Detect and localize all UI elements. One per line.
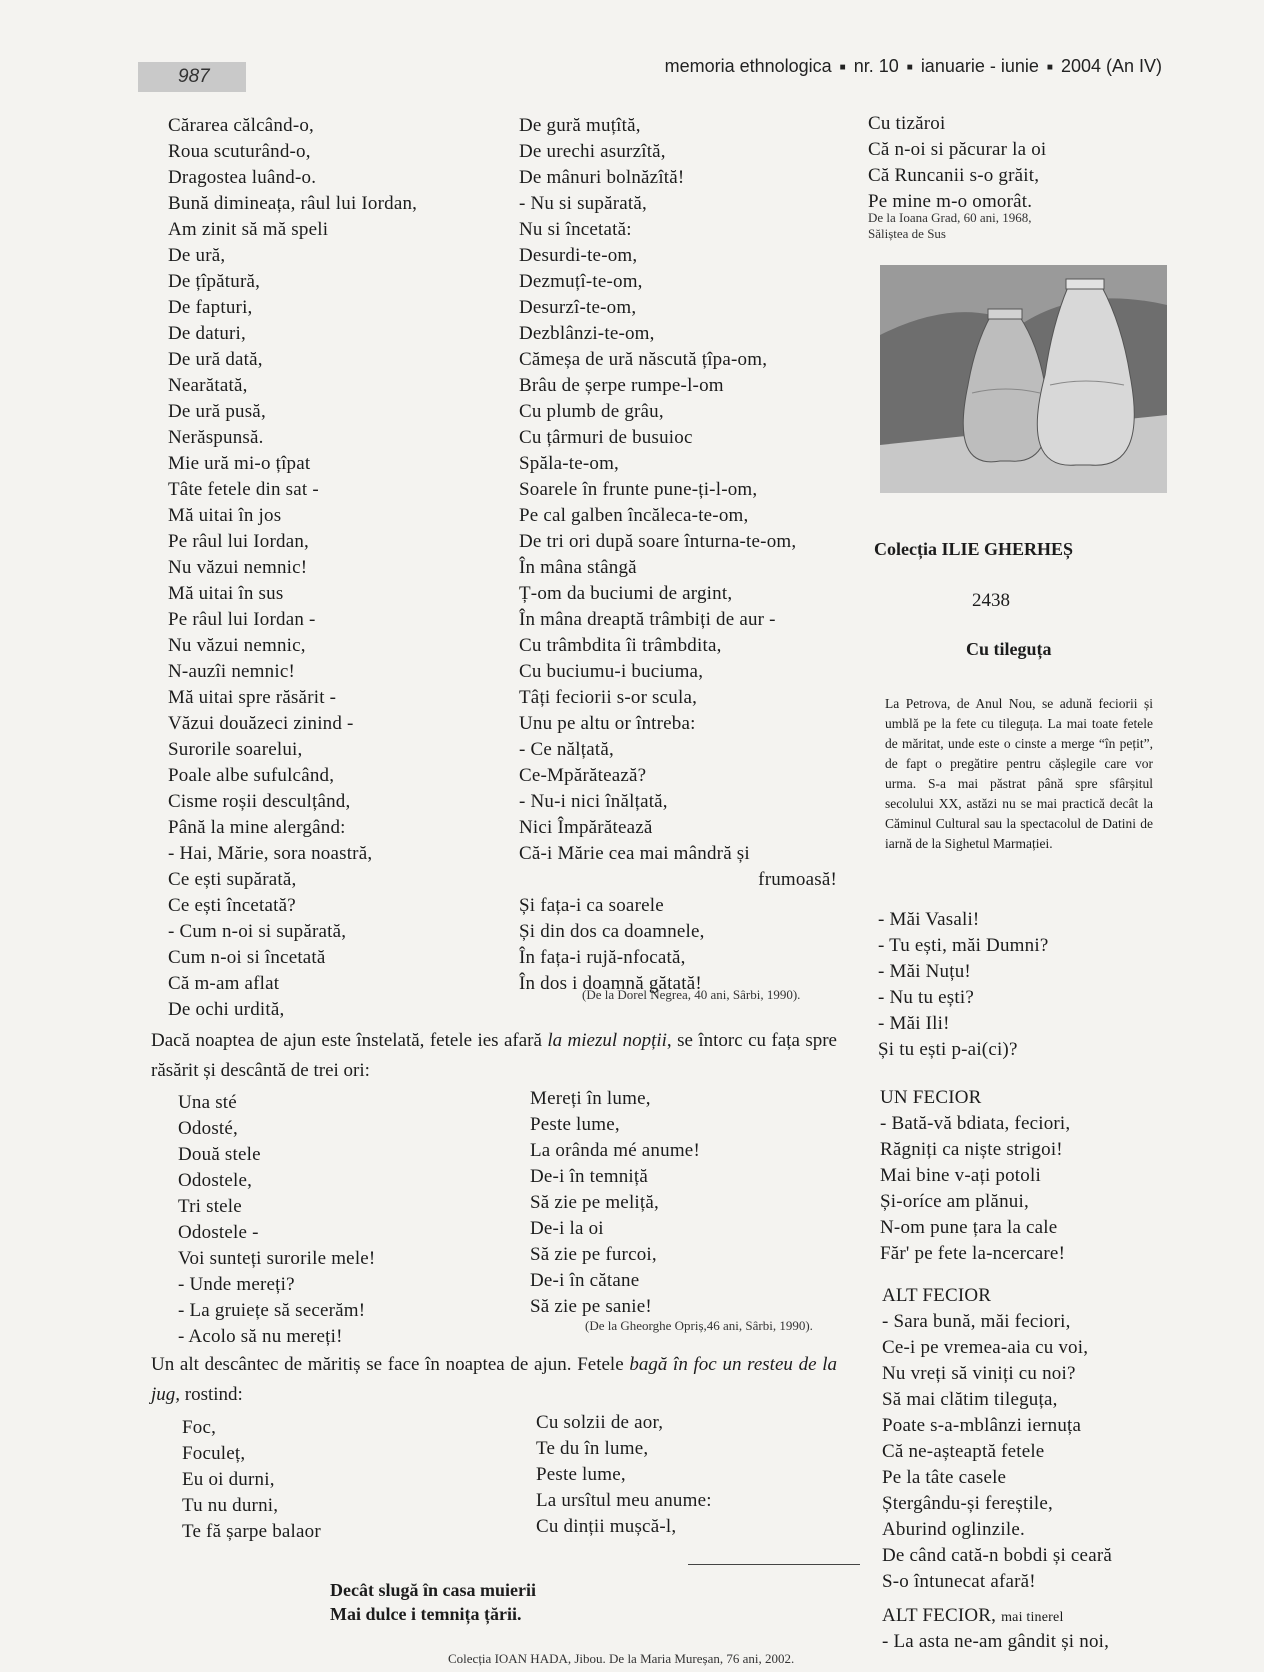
verse-line: Văzui douăzeci zinind - bbox=[168, 713, 354, 734]
verse-line: Nu văzui nemnic, bbox=[168, 635, 306, 656]
verse-line: Surorile soarelui, bbox=[168, 739, 303, 760]
song-title: Cu tileguța bbox=[966, 639, 1052, 659]
verse-line: Nerăspunsă. bbox=[168, 427, 264, 448]
verse-line: Dezmuțî-te-om, bbox=[519, 271, 643, 292]
verse-line: - Sara bună, măi feciori, bbox=[882, 1311, 1071, 1332]
speaker-label-2: ALT FECIOR bbox=[882, 1285, 992, 1306]
verse-line: Mai dulce i temnița țării. bbox=[330, 1604, 522, 1624]
verse-line: În dos i doamnă gătată! bbox=[519, 973, 702, 994]
dialog-opening bbox=[878, 907, 1048, 1063]
verse-line: Mie ură mi-o țîpat bbox=[168, 453, 311, 474]
verse-line: Dezblânzi-te-om, bbox=[519, 323, 655, 344]
verse-line: Că Runcanii s-o grăit, bbox=[868, 165, 1040, 186]
verse-line: - Acolo să nu mereți! bbox=[178, 1326, 343, 1347]
verse-line: Pe râul lui Iordan, bbox=[168, 531, 309, 552]
verse-line: - Măi Nuțu! bbox=[878, 961, 971, 982]
verse-line: S-o întunecat afară! bbox=[882, 1571, 1036, 1592]
verse-line: Am zinit să mă speli bbox=[168, 219, 329, 240]
source-citation-1: (De la Dorel Negrea, 40 ani, Sârbi, 1990). bbox=[582, 987, 801, 1002]
verse-line: Pe mine m-o omorât. bbox=[868, 191, 1033, 212]
verse-line: Cu solzii de aor, bbox=[536, 1412, 664, 1433]
verse-line: Poale albe sufulcând, bbox=[168, 765, 335, 786]
verse-line: Te du în lume, bbox=[536, 1438, 649, 1459]
verse-line: Ce-Mpărătează? bbox=[519, 765, 647, 786]
verse-line: frumoasă! bbox=[758, 869, 837, 890]
verse-line: Că n-oi si păcurar la oi bbox=[868, 139, 1047, 160]
verse-line: - Măi Ili! bbox=[878, 1013, 950, 1034]
page-number: 987 bbox=[138, 62, 246, 92]
verse-line: Mă uitai în jos bbox=[168, 505, 282, 526]
verse-line: - Măi Vasali! bbox=[878, 909, 980, 930]
verse-line: Odostele, bbox=[178, 1170, 253, 1191]
verse-line: Cu țârmuri de busuioc bbox=[519, 427, 693, 448]
poem-column-2 bbox=[519, 113, 837, 997]
verse-line: Să mai clătim tileguța, bbox=[882, 1389, 1058, 1410]
fire-chant-right-column bbox=[536, 1410, 712, 1540]
verse-line: - Nu-i nici înălțată, bbox=[519, 791, 668, 812]
verse-line: De urechi asurzîtă, bbox=[519, 141, 666, 162]
dialog-third-lad bbox=[882, 1629, 1109, 1655]
verse-line: Ț-om da buciumi de argint, bbox=[519, 583, 733, 604]
source-citation-2: (De la Gheorghe Opriș,46 ani, Sârbi, 1990). bbox=[585, 1318, 813, 1333]
speaker-label-3-note: mai tinerel bbox=[1001, 1610, 1064, 1625]
speaker-label-3 bbox=[882, 1603, 1064, 1631]
prose-1-start: Dacă noaptea de ajun este înstelată, fetele ies afară bbox=[151, 1030, 548, 1051]
verse-line: De ură dată, bbox=[168, 349, 263, 370]
verse-line: Și tu ești p-ai(ci)? bbox=[878, 1039, 1018, 1060]
verse-line: Tri stele bbox=[178, 1196, 242, 1217]
verse-line: Cu plumb de grâu, bbox=[519, 401, 664, 422]
verse-line: Să zie pe meliță, bbox=[530, 1192, 659, 1213]
verse-line: Foc, bbox=[182, 1417, 217, 1438]
verse-line: De ură pusă, bbox=[168, 401, 266, 422]
verse-line: Mă uitai în sus bbox=[168, 583, 284, 604]
verse-line: - La gruiețe să secerăm! bbox=[178, 1300, 366, 1321]
verse-line: De daturi, bbox=[168, 323, 246, 344]
verse-line: Te fă șarpe balaor bbox=[182, 1521, 321, 1542]
dialog-second-lad bbox=[882, 1309, 1112, 1595]
verse-line: Nu si încetată: bbox=[519, 219, 632, 240]
collection-title: Colecția ILIE GHERHEȘ bbox=[874, 539, 1074, 559]
chant-right-column bbox=[530, 1086, 700, 1320]
footer-citation: Colecția IOAN HADA, Jibou. De la Maria Mureșan, 76 ani, 2002. bbox=[448, 1651, 795, 1666]
speaker-label-1: UN FECIOR bbox=[880, 1087, 982, 1108]
verse-line: Ce ești încetată? bbox=[168, 895, 296, 916]
verse-line: - Tu ești, măi Dumni? bbox=[878, 935, 1049, 956]
verse-line: Roua scuturând-o, bbox=[168, 141, 311, 162]
bullet-separator: ■ bbox=[906, 62, 913, 73]
verse-line: Cu buciumu-i buciuma, bbox=[519, 661, 704, 682]
bullet-separator: ■ bbox=[839, 62, 846, 73]
verse-line: - Hai, Mărie, sora noastră, bbox=[168, 843, 373, 864]
verse-line: La ursîtul meu anume: bbox=[536, 1490, 712, 1511]
verse-line: Tu nu durni, bbox=[182, 1495, 279, 1516]
verse-line: Peste lume, bbox=[530, 1114, 620, 1135]
verse-line: Nearătată, bbox=[168, 375, 248, 396]
verse-line: Și din dos ca doamnele, bbox=[519, 921, 705, 942]
verse-line: Făr' pe fete la-ncercare! bbox=[880, 1243, 1066, 1264]
issue-number: nr. 10 bbox=[853, 56, 899, 76]
prose-1-emphasis: la miezul nopții bbox=[547, 1030, 667, 1051]
verse-line: - Nu tu ești? bbox=[878, 987, 974, 1008]
verse-line: De ochi urdită, bbox=[168, 999, 285, 1020]
verse-line: Decât slugă în casa muierii bbox=[330, 1580, 536, 1600]
verse-line: Dragostea luând-o. bbox=[168, 167, 317, 188]
verse-line: De-i la oi bbox=[530, 1218, 604, 1239]
verse-line: De mânuri bolnăzîtă! bbox=[519, 167, 685, 188]
verse-line: De-i în temniță bbox=[530, 1166, 649, 1187]
prose-1-end: , se întorc cu fața spre răsărit și descântă de trei ori: bbox=[151, 1030, 837, 1081]
verse-line: Tâți feciorii s-or scula, bbox=[519, 687, 698, 708]
verse-line: Mă uitai spre răsărit - bbox=[168, 687, 337, 708]
verse-line: - Nu si supărată, bbox=[519, 193, 647, 214]
verse-line: Odosté, bbox=[178, 1118, 238, 1139]
verse-line: Poate s-a-mblânzi iernuța bbox=[882, 1415, 1082, 1436]
verse-line: Cisme roșii desculțând, bbox=[168, 791, 351, 812]
proverb bbox=[330, 1578, 536, 1626]
verse-line: Tâte fetele din sat - bbox=[168, 479, 319, 500]
verse-line: Soarele în frunte pune-ți-l-om, bbox=[519, 479, 758, 500]
verse-line: Cărarea călcând-o, bbox=[168, 115, 314, 136]
verse-line: Aburind oglinzile. bbox=[882, 1519, 1025, 1540]
verse-line: De tri ori după soare înturna-te-om, bbox=[519, 531, 797, 552]
source-citation-col3 bbox=[868, 210, 1032, 242]
verse-line: Foculeț, bbox=[182, 1443, 246, 1464]
verse-line: Brâu de șerpe rumpe-l-om bbox=[519, 375, 724, 396]
verse-line: Bună dimineața, râul lui Iordan, bbox=[168, 193, 418, 214]
pottery-jugs-photo bbox=[880, 265, 1167, 493]
verse-line: Pe la tâte casele bbox=[882, 1467, 1007, 1488]
verse-line: Și-oríce am plănui, bbox=[880, 1191, 1029, 1212]
verse-line: Unu pe altu or întreba: bbox=[519, 713, 696, 734]
verse-line: În fața-i rujă-nfocată, bbox=[519, 947, 686, 968]
chant-left-column bbox=[178, 1090, 375, 1350]
verse-line: Până la mine alergând: bbox=[168, 817, 346, 838]
prose-2-emphasis: bagă în foc un resteu de la jug, bbox=[151, 1354, 837, 1405]
fire-chant-left-column bbox=[182, 1415, 321, 1545]
journal-name: memoria ethnologica bbox=[664, 56, 832, 76]
verse-line: De gură muțîtă, bbox=[519, 115, 641, 136]
verse-line: Voi sunteți surorile mele! bbox=[178, 1248, 376, 1269]
verse-line: - Bată-vă bdiata, feciori, bbox=[880, 1113, 1071, 1134]
verse-line: - Cum n-oi si supărată, bbox=[168, 921, 347, 942]
verse-line: Ce ești supărată, bbox=[168, 869, 297, 890]
verse-line: - La asta ne-am gândit și noi, bbox=[882, 1631, 1110, 1652]
verse-line: Eu oi durni, bbox=[182, 1469, 275, 1490]
prose-2-end: rostind: bbox=[180, 1384, 243, 1405]
verse-line: Cu tizăroi bbox=[868, 113, 946, 134]
bullet-separator: ■ bbox=[1046, 62, 1053, 73]
verse-line: Nici Împărătează bbox=[519, 817, 653, 838]
prose-paragraph-1 bbox=[151, 1026, 837, 1086]
verse-line: Peste lume, bbox=[536, 1464, 626, 1485]
verse-line: De fapturi, bbox=[168, 297, 253, 318]
poem-column-3-top bbox=[868, 111, 1046, 215]
verse-line: Cu dinții mușcă-l, bbox=[536, 1516, 677, 1537]
speaker-label-3-text: ALT FECIOR, bbox=[882, 1605, 997, 1626]
verse-line: Cum n-oi si încetată bbox=[168, 947, 326, 968]
verse-line: De ură, bbox=[168, 245, 226, 266]
verse-line: Nu vreți să viniți cu noi? bbox=[882, 1363, 1076, 1384]
verse-line: N-om pune țara la cale bbox=[880, 1217, 1058, 1238]
verse-line: Pe cal galben încăleca-te-om, bbox=[519, 505, 749, 526]
verse-line: Că m-am aflat bbox=[168, 973, 280, 994]
verse-line: La orânda mé anume! bbox=[530, 1140, 700, 1161]
verse-line: Mai bine v-ați potoli bbox=[880, 1165, 1041, 1186]
verse-line: Două stele bbox=[178, 1144, 261, 1165]
verse-line: Mereți în lume, bbox=[530, 1088, 651, 1109]
verse-line: Ce-i pe vremea-aia cu voi, bbox=[882, 1337, 1089, 1358]
verse-line: De țîpătură, bbox=[168, 271, 261, 292]
verse-line: Desurzî-te-om, bbox=[519, 297, 637, 318]
verse-line: Odostele - bbox=[178, 1222, 259, 1243]
verse-line: În mâna stângă bbox=[519, 557, 637, 578]
verse-line: Să zie pe sanie! bbox=[530, 1296, 652, 1317]
verse-line: De-i în cătane bbox=[530, 1270, 640, 1291]
prose-paragraph-2 bbox=[151, 1350, 837, 1410]
verse-line: Spăla-te-om, bbox=[519, 453, 620, 474]
verse-line: În mâna dreaptă trâmbiți de aur - bbox=[519, 609, 776, 630]
verse-line: Desurdi-te-om, bbox=[519, 245, 638, 266]
verse-line: - Unde mereți? bbox=[178, 1274, 295, 1295]
verse-line: De la Ioana Grad, 60 ani, 1968, bbox=[868, 210, 1032, 225]
issue-year: 2004 (An IV) bbox=[1060, 56, 1162, 76]
verse-line: Răgniți ca niște strigoi! bbox=[880, 1139, 1063, 1160]
verse-line: Ștergându-și fereștile, bbox=[882, 1493, 1053, 1514]
running-header bbox=[665, 56, 1162, 77]
verse-line: De când cată-n bobdi și ceară bbox=[882, 1545, 1112, 1566]
section-divider bbox=[688, 1564, 860, 1565]
verse-line: Cămeșa de ură născută țîpa-om, bbox=[519, 349, 768, 370]
verse-line: - Ce nălțată, bbox=[519, 739, 614, 760]
verse-line: Cu trâmbdita îi trâmbdita, bbox=[519, 635, 722, 656]
verse-line: Săliștea de Sus bbox=[868, 226, 946, 241]
verse-line: Nu văzui nemnic! bbox=[168, 557, 308, 578]
verse-line: Și fața-i ca soarele bbox=[519, 895, 664, 916]
verse-line: Pe râul lui Iordan - bbox=[168, 609, 316, 630]
verse-line: Una sté bbox=[178, 1092, 237, 1113]
song-number: 2438 bbox=[972, 590, 1010, 611]
issue-period: ianuarie - iunie bbox=[920, 56, 1039, 76]
verse-line: Că ne-așteaptă fetele bbox=[882, 1441, 1045, 1462]
dialog-first-lad bbox=[880, 1111, 1070, 1267]
verse-line: N-auzîi nemnic! bbox=[168, 661, 295, 682]
song-intro: La Petrova, de Anul Nou, se adună feciorii și umblă pe la fete cu tileguța. La mai toate fetele de măritat, unde este o cinste a merge “în pețit”, de fapt o pregătire pentru cășlegile care vor urma. S-a mai păstrat până spre sfârșitul secolului XX, astăzi nu se mai practică decât la Căminul Cultural sau la spectacolul de Datini de iarnă de la Sighetul Marmației. bbox=[885, 696, 1153, 851]
poem-column-1 bbox=[168, 113, 417, 1023]
verse-line: Că-i Mărie cea mai mândră și bbox=[519, 843, 750, 864]
prose-2-start: Un alt descântec de măritiș se face în noaptea de ajun. Fetele bbox=[151, 1354, 630, 1375]
verse-line: Să zie pe furcoi, bbox=[530, 1244, 657, 1265]
